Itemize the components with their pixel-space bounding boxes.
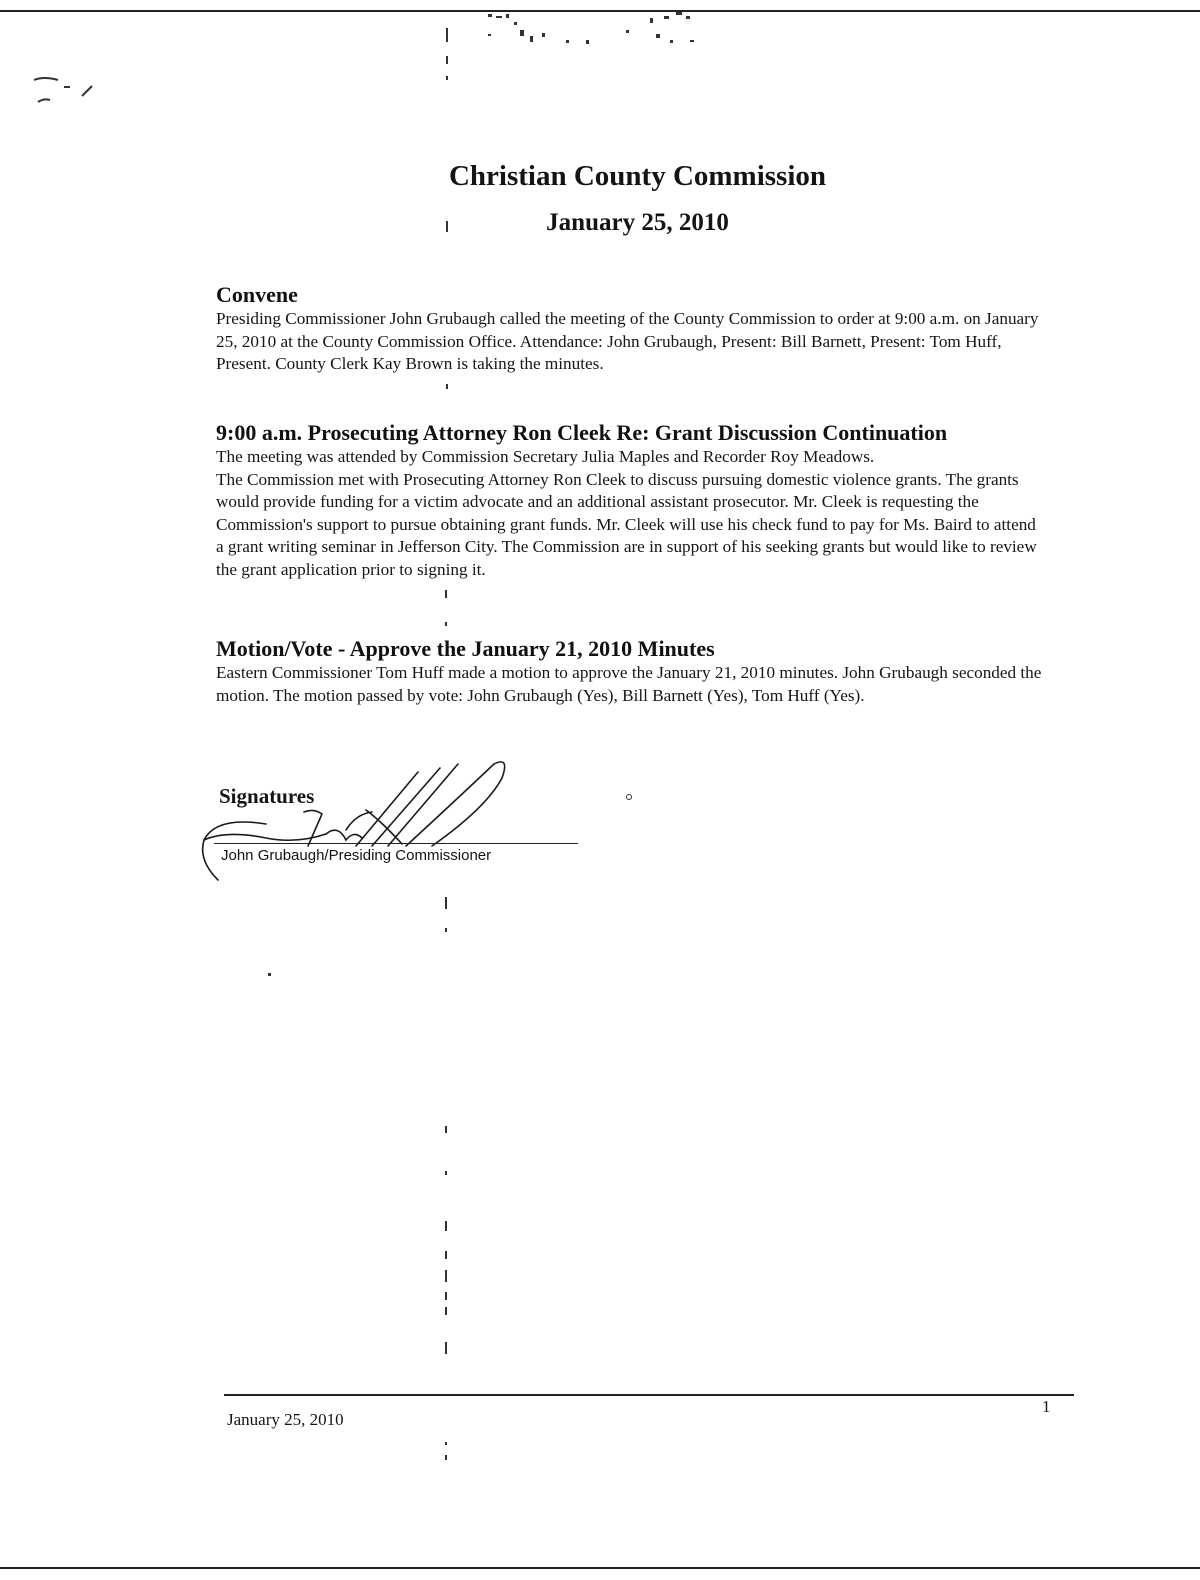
signer-caption: John Grubaugh/Presiding Commissioner xyxy=(221,847,492,864)
scan-top-border xyxy=(0,10,1200,12)
section-heading: Convene xyxy=(216,282,298,307)
section-body: Eastern Commissioner Tom Huff made a motion to approve the January 21, 2010 minutes. John Grubaugh seconded the motion. The motion passed by vote: John Grubaugh (Yes), Bill Barnett (Yes), Tom Huff (Yes). xyxy=(216,663,1042,705)
signature-line xyxy=(214,843,578,844)
section-body: The Commission met with Prosecuting Attorney Ron Cleek to discuss pursuing domestic violence grants. The grants would provide funding for a victim advocate and an additional assistant prosecutor. Mr. Cleek is requesting the Commission's support to pursue obtaining grant funds. Mr. Cleek will use his check fund to pay for Ms. Baird to attend a grant writing seminar in Jefferson City. The Commission are in support of his seeking grants but would like to review the grant application prior to signing it. xyxy=(216,469,1037,579)
section-body: Presiding Commissioner John Grubaugh called the meeting of the County Commission to order at 9:00 a.m. on January 25, 2010 at the County Commission Office. Attendance: John Grubaugh, Present: Bill Barnett, Present: Tom Huff, Present. County Clerk Kay Brown is taking the minutes. xyxy=(216,309,1039,373)
footer-rule xyxy=(224,1394,1074,1396)
page-number: 1 xyxy=(1042,1397,1051,1416)
footer-date: January 25, 2010 xyxy=(227,1410,344,1429)
handwritten-signature xyxy=(196,750,536,890)
section-prosecuting-attorney xyxy=(216,420,1046,581)
document-date: January 25, 2010 xyxy=(546,209,729,236)
document-title: Christian County Commission xyxy=(448,160,827,192)
section-convene xyxy=(216,282,1046,376)
scan-bottom-border xyxy=(0,1567,1200,1569)
signatures-heading: Signatures xyxy=(219,784,315,808)
section-heading: 9:00 a.m. Prosecuting Attorney Ron Cleek Re: Grant Discussion Continuation xyxy=(216,420,948,445)
section-heading: Motion/Vote - Approve the January 21, 2010 Minutes xyxy=(216,636,715,661)
section-motion-vote xyxy=(216,636,1046,707)
section-body: The meeting was attended by Commission Secretary Julia Maples and Recorder Roy Meadows. xyxy=(216,447,875,466)
